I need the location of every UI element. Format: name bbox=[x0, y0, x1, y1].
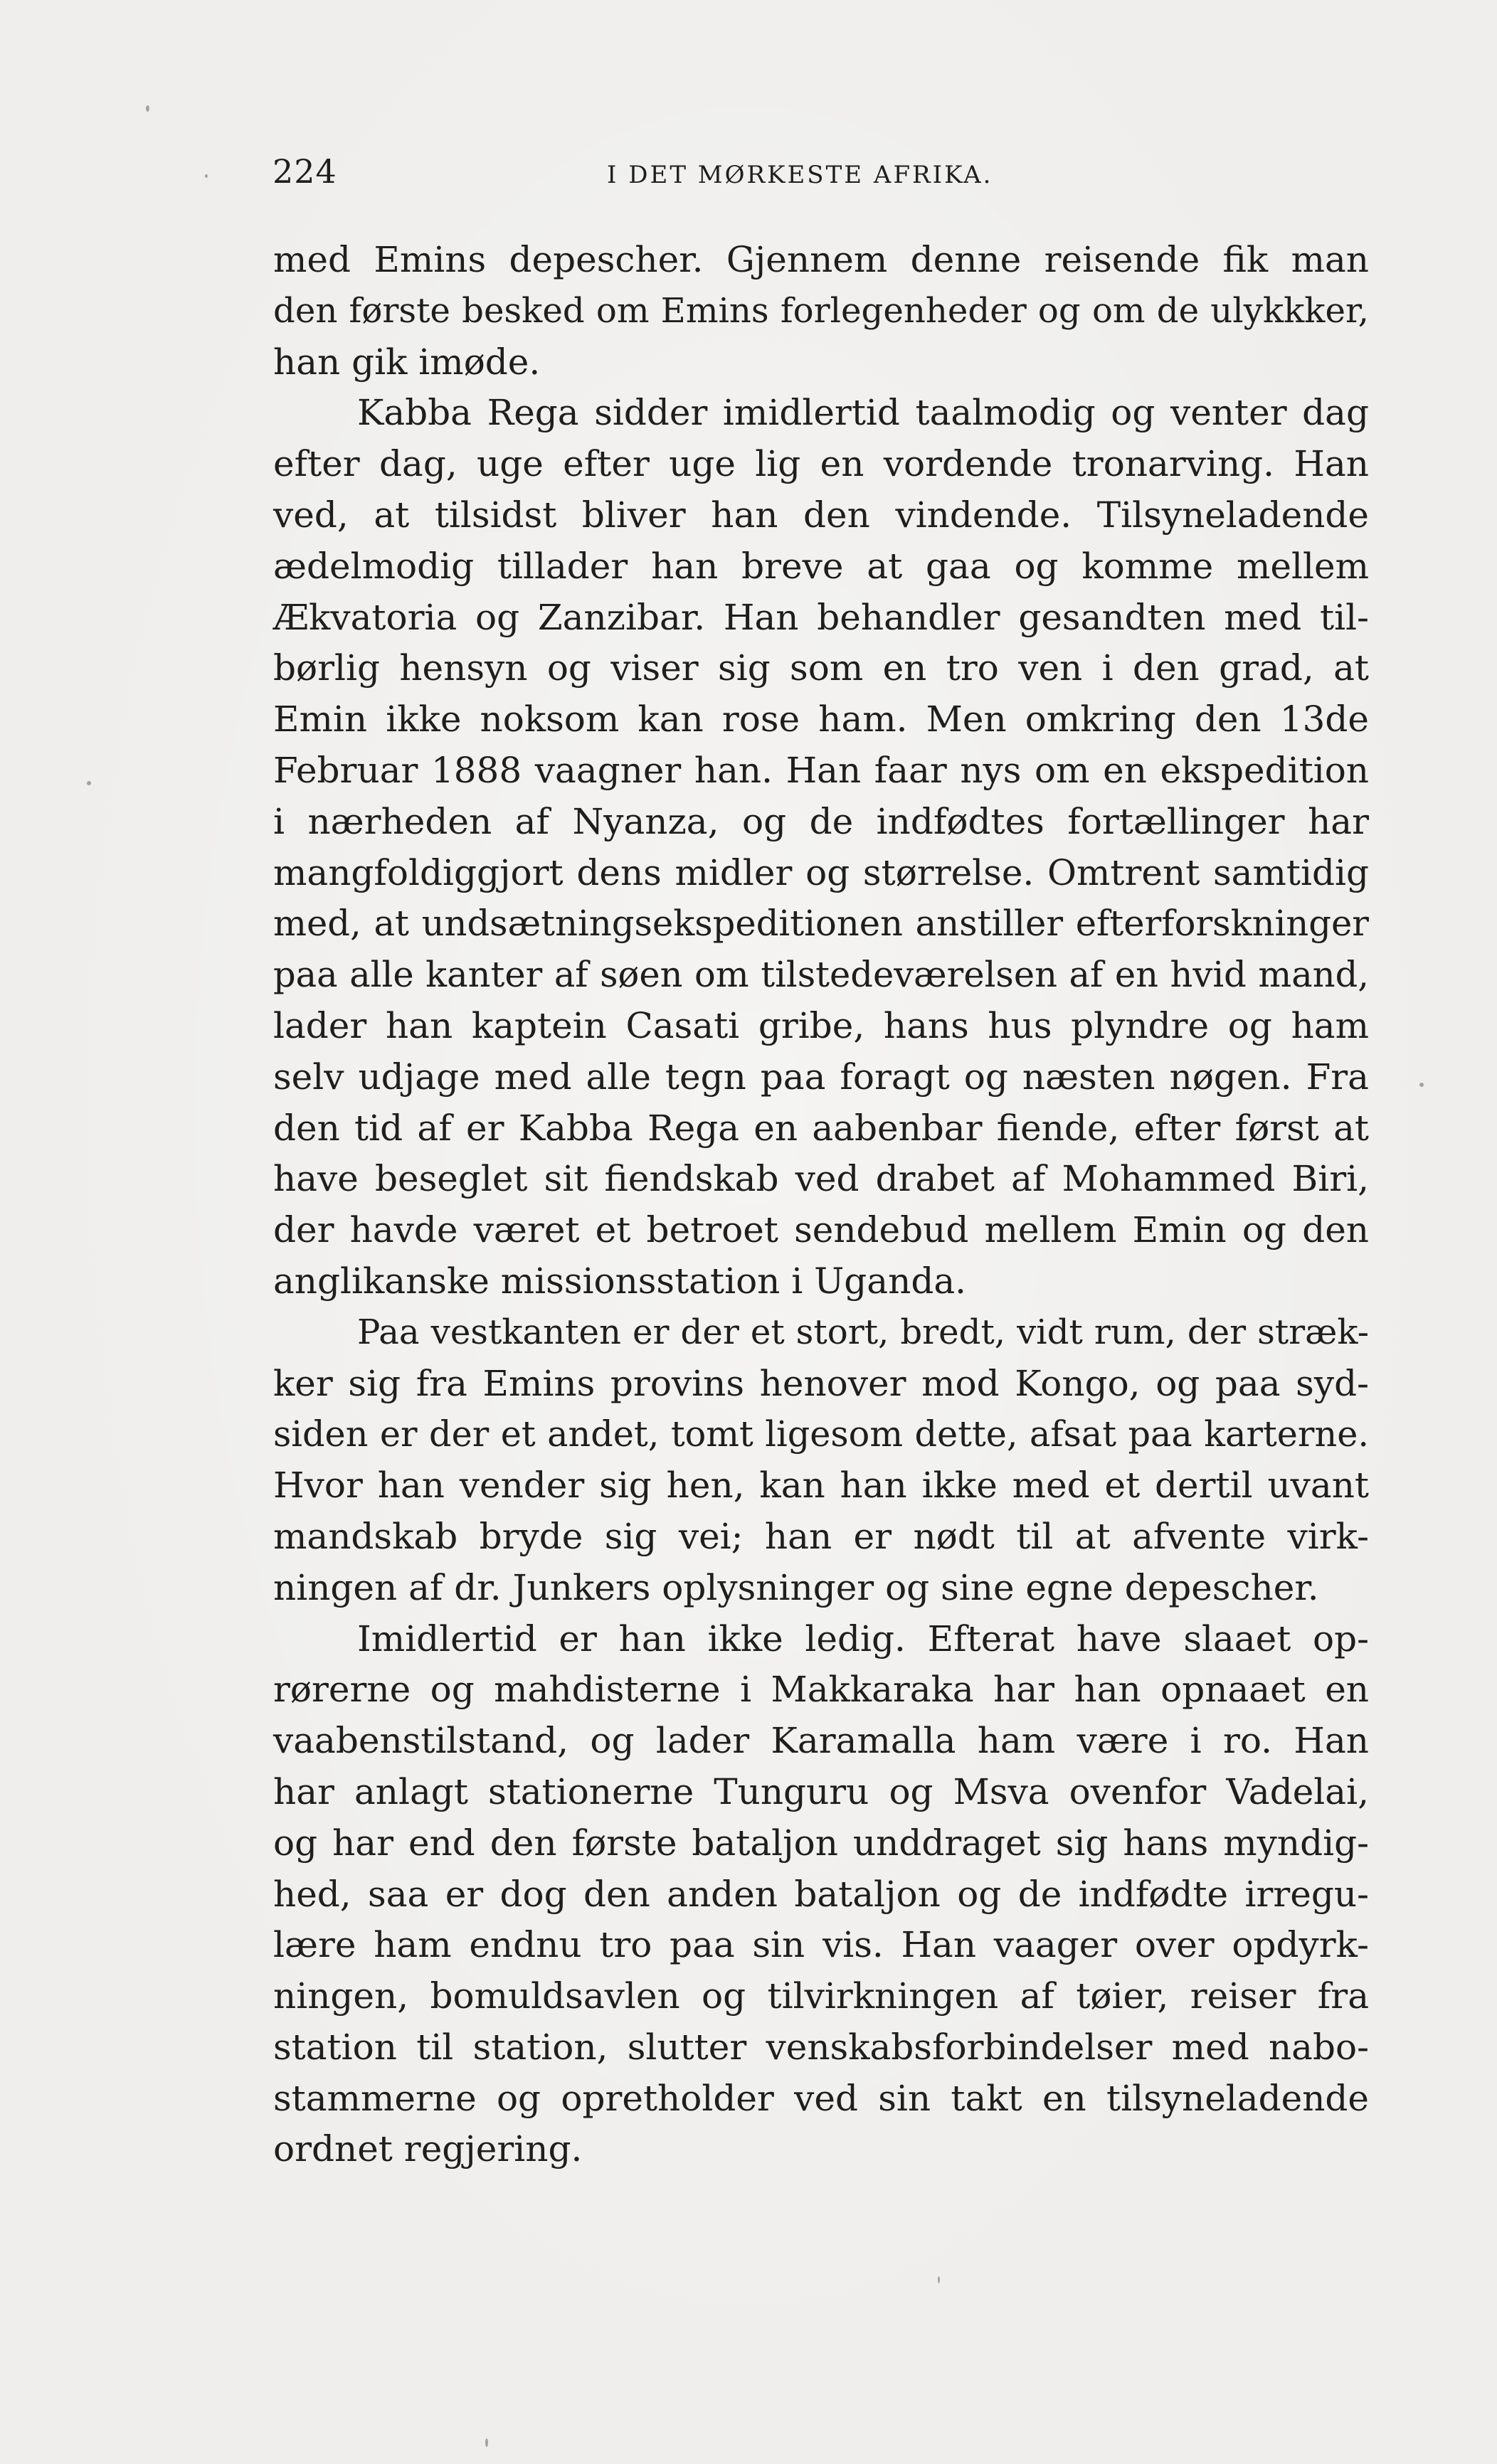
text-line: have beseglet sit fiendskab ved drabet af Mohammed Biri, bbox=[273, 1158, 1369, 1200]
text-line: efter dag, uge efter uge lig en vordende tronarving. Han bbox=[273, 443, 1369, 485]
text-line: mandskab bryde sig vei; han er nødt til at afvente virk- bbox=[273, 1515, 1369, 1557]
text-line: mangfoldiggjort dens midler og størrelse. Omtrent samtidig bbox=[273, 851, 1369, 893]
text-line: den tid af er Kabba Rega en aabenbar fiende, efter først at bbox=[273, 1107, 1369, 1149]
page-number: 224 bbox=[273, 152, 337, 191]
text-line: i nærheden af Nyanza, og de indfødtes fortællinger har bbox=[273, 800, 1369, 842]
text-line: ordnet regjering. bbox=[273, 2128, 583, 2170]
text-line: der havde været et betroet sendebud mellem Emin og den bbox=[273, 1209, 1369, 1251]
text-line: vaabenstilstand, og lader Karamalla ham være i ro. Han bbox=[273, 1720, 1369, 1762]
text-line: ved, at tilsidst bliver han den vindende. Tilsyneladende bbox=[273, 494, 1369, 536]
text-line: har anlagt stationerne Tunguru og Msva ovenfor Vadelai, bbox=[273, 1770, 1369, 1812]
text-line: Emin ikke noksom kan rose ham. Men omkring den 13de bbox=[273, 699, 1369, 740]
body-text bbox=[273, 235, 1369, 2175]
scan-speck bbox=[205, 174, 208, 178]
text-line: lader han kaptein Casati gribe, hans hus plyndre og ham bbox=[273, 1004, 1369, 1046]
scan-speck bbox=[1419, 1083, 1424, 1087]
text-line: selv udjage med alle tegn paa foragt og næsten nøgen. Fra bbox=[273, 1056, 1369, 1098]
text-line: hed, saa er dog den anden bataljon og de indfødte irregu- bbox=[273, 1873, 1369, 1915]
text-line: Hvor han vender sig hen, kan han ikke med et dertil uvant bbox=[273, 1465, 1369, 1507]
text-line: ningen af dr. Junkers oplysninger og sine egne depescher. bbox=[273, 1566, 1319, 1608]
text-line: den første besked om Emins forlegenheder og om de ulykkker, bbox=[273, 290, 1369, 331]
scan-speck bbox=[485, 2438, 488, 2447]
text-line: Februar 1888 vaagner han. Han faar nys om en ekspedition bbox=[273, 749, 1369, 791]
scan-speck bbox=[87, 781, 91, 785]
text-line: Kabba Rega sidder imidlertid taalmodig og venter dag bbox=[357, 392, 1369, 434]
paragraph bbox=[273, 1307, 1369, 1614]
text-line: ædelmodig tillader han breve at gaa og komme mellem bbox=[273, 545, 1369, 587]
running-title: I DET MØRKESTE AFRIKA. bbox=[607, 161, 993, 189]
text-line: station til station, slutter venskabsforbindelser med nabo- bbox=[273, 2026, 1369, 2068]
text-line: rørerne og mahdisterne i Makkaraka har han opnaaet en bbox=[273, 1669, 1369, 1711]
text-line: med Emins depescher. Gjennem denne reisende fik man bbox=[273, 239, 1369, 280]
text-line: med, at undsætningsekspeditionen anstiller efterforskninger bbox=[273, 903, 1369, 945]
text-line: han gik imøde. bbox=[273, 341, 541, 383]
text-line: og har end den første bataljon unddraget sig hans myndig- bbox=[273, 1822, 1369, 1864]
paragraph bbox=[273, 388, 1369, 1307]
text-line: børlig hensyn og viser sig som en tro ven i den grad, at bbox=[273, 647, 1369, 689]
paragraph bbox=[273, 235, 1369, 388]
text-line: Imidlertid er han ikke ledig. Efterat have slaaet op- bbox=[357, 1618, 1369, 1660]
text-line: ningen, bomuldsavlen og tilvirkningen af tøier, reiser fra bbox=[273, 1975, 1369, 2017]
scan-speck bbox=[146, 105, 149, 112]
text-line: lære ham endnu tro paa sin vis. Han vaager over opdyrk- bbox=[273, 1924, 1369, 1966]
paragraph bbox=[273, 1614, 1369, 2176]
text-line: Paa vestkanten er der et stort, bredt, vidt rum, der stræk- bbox=[357, 1312, 1369, 1352]
text-line: anglikanske missionsstation i Uganda. bbox=[273, 1260, 967, 1302]
text-line: ker sig fra Emins provins henover mod Kongo, og paa syd- bbox=[273, 1362, 1369, 1404]
text-line: Ækvatoria og Zanzibar. Han behandler gesandten med til- bbox=[273, 596, 1369, 638]
scan-speck bbox=[938, 2276, 940, 2283]
text-line: paa alle kanter af søen om tilstedeværelsen af en hvid mand, bbox=[273, 954, 1369, 996]
running-head bbox=[273, 152, 1368, 195]
text-line: stammerne og opretholder ved sin takt en tilsyneladende bbox=[273, 2077, 1369, 2119]
text-line: siden er der et andet, tomt ligesom dette, afsat paa karterne. bbox=[273, 1413, 1369, 1455]
